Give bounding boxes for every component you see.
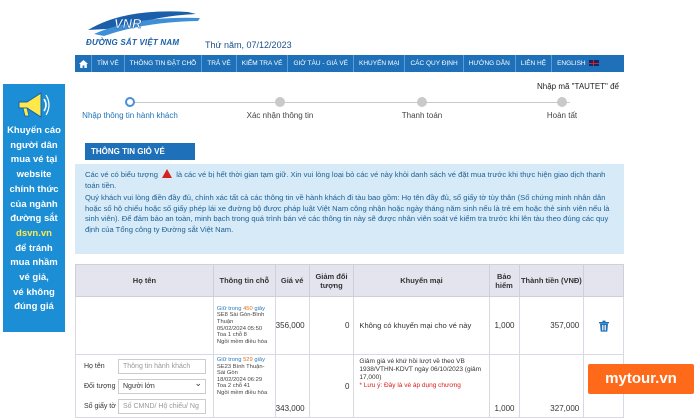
col-header-promo: Khuyến mại [354, 265, 489, 297]
banner-line: đường sắt [10, 213, 58, 225]
notice-text: Các vé có biểu tượng [85, 170, 158, 179]
step-label: Xác nhận thông tin [246, 111, 314, 120]
banner-text [3, 124, 65, 315]
main-navbar [75, 55, 624, 72]
passenger-id-input[interactable]: Số CMND/ Hộ chiếu/ Ng [118, 399, 206, 414]
nav-contact[interactable]: LIÊN HỆ [516, 55, 552, 72]
seat-info [214, 355, 275, 399]
step-complete [507, 95, 617, 120]
step-dot [125, 97, 135, 107]
step-dot [417, 97, 427, 107]
train-route: SE23 Bình Thuận-Sài Gòn [216, 363, 265, 377]
insurance-cell: 1,000 [489, 355, 519, 418]
hold-label: Giữ trong [216, 357, 242, 363]
promo-description: Giảm giá vé khứ hồi lượt về theo VB 1938/VTHN-KDVT ngày 06/10/2023 (giảm 17,000) [359, 358, 482, 381]
type-label: Đối tượng [84, 382, 116, 390]
step-dot [557, 97, 567, 107]
banner-site-name: dsvn.vn [16, 227, 52, 239]
nav-regulations[interactable]: CÁC QUY ĐỊNH [405, 55, 463, 72]
header-date: Thứ năm, 07/12/2023 [205, 40, 292, 50]
vnr-logo[interactable] [84, 6, 204, 48]
step-label: Nhập thông tin hành khách [82, 111, 178, 120]
insurance-cell: 1,000 [489, 297, 519, 355]
table-header-row [76, 265, 624, 297]
notice-passenger-info: Quý khách vui lòng điền đầy đủ, chính xác tất cả các thông tin về hành khách đi tàu bao gồm: Họ tên đầy đủ, số giấy tờ tùy thân (Số chứng minh nhân dân hoặc số hộ chiếu hoặc số giấy phép lái xe đường bộ được pháp luật Việt Nam công nhận hoặc ngày tháng năm sinh nếu là trẻ em hoặc thẻ sinh viên nếu là sinh viên). Để đảm bảo an toàn, minh bạch trong quá trình bán vé các thông tin này sẽ được nhân viên soát vé kiểm tra trước khi lên tàu theo đúng các quy định của Tổng công ty Đường sắt Việt Nam. [85, 193, 610, 234]
banner-line: để tránh [15, 242, 53, 254]
banner-line: vé không [13, 286, 55, 298]
total-cell: 357,000 [519, 297, 584, 355]
delete-cell [584, 297, 624, 355]
total-cell: 327,000 [519, 355, 584, 418]
passenger-type-row [76, 377, 213, 395]
promo-note: * Lưu ý: Đây là vé áp dụng chương [359, 382, 461, 389]
departure-time: 05/02/2024 05:50 [216, 325, 263, 332]
train-logo-icon [84, 6, 204, 40]
banner-line: đúng giá [14, 301, 54, 313]
banner-line: người dân [10, 139, 58, 151]
notice-text: là các vé bị hết thời gian tạm giữ. Xin vui lòng loại bỏ các vé này khỏi danh sách vé đặt mua trước khi thực hiện giao dịch thanh toán tiền. [85, 170, 606, 190]
nav-home[interactable] [75, 55, 92, 72]
step-passenger-info [75, 95, 185, 120]
col-header-seat-info: Thông tin chỗ [213, 265, 275, 297]
booking-steps [75, 95, 624, 125]
col-header-name: Họ tên [76, 265, 214, 297]
step-confirm [225, 95, 335, 120]
col-header-delete [584, 265, 624, 297]
nav-guide[interactable]: HƯỚNG DẪN [464, 55, 516, 72]
discount-cell: 0 [309, 297, 354, 355]
step-label: Hoàn tất [546, 111, 578, 120]
car-seat: Toa 2 chỗ 41 [216, 383, 251, 390]
warning-icon [162, 169, 172, 178]
step-label: Thanh toán [401, 111, 443, 120]
col-header-discount: Giảm đối tượng [309, 265, 354, 297]
mytour-watermark: mytour.vn [588, 364, 694, 394]
seat-type: Ngồi mềm điều hòa [216, 338, 268, 345]
step-payment [367, 95, 477, 120]
table-row [76, 355, 624, 418]
ticket-cart-table [75, 264, 624, 418]
passenger-form-cell [76, 355, 214, 418]
uk-flag-icon [589, 60, 599, 66]
train-route: SE8 Sài Gòn-Bình Thuận [216, 312, 265, 325]
seat-info-cell [213, 355, 275, 418]
logo-text: ĐƯỜNG SẮT VIỆT NAM [86, 38, 180, 47]
nav-check-ticket[interactable]: KIỂM TRA VÉ [237, 55, 289, 72]
hold-unit: giây [254, 357, 265, 363]
banner-line: mua vé tại [10, 154, 58, 166]
steps-line [130, 102, 570, 103]
banner-line: website [16, 169, 52, 181]
hold-unit: giây [254, 305, 265, 312]
col-header-price: Giá vé [275, 265, 309, 297]
nav-booking-info[interactable]: THÔNG TIN ĐẶT CHỖ [125, 55, 203, 72]
passenger-cell-empty [76, 297, 214, 355]
home-icon [79, 60, 88, 68]
notice-expired [85, 169, 614, 191]
hold-timer [217, 357, 272, 364]
table-row [76, 297, 624, 355]
hold-label: Giữ trong [216, 305, 242, 312]
nav-schedule-price[interactable]: GIỜ TÀU - GIÁ VÉ [288, 55, 354, 72]
promo-code-hint[interactable]: Nhập mã "TAUTET" để [537, 82, 619, 91]
passenger-name-input[interactable]: Thông tin hành khách [118, 359, 206, 374]
banner-line: Khuyến cáo [7, 125, 61, 136]
cart-section-title: THÔNG TIN GIỎ VÉ [85, 143, 195, 160]
side-warning-banner[interactable] [3, 84, 65, 332]
nav-find-ticket[interactable]: TÌM VÉ [92, 55, 125, 72]
hold-timer [217, 306, 272, 313]
seat-info-cell [213, 297, 275, 355]
site-header [0, 0, 700, 56]
seat-info [214, 304, 275, 348]
banner-line: mua nhầm [10, 257, 58, 269]
car-seat: Toa 1 chỗ 8 [216, 332, 247, 339]
notice-box [75, 164, 624, 254]
hold-seconds: 529 [243, 357, 253, 363]
passenger-id-row [76, 397, 213, 415]
passenger-name-row [76, 357, 213, 375]
col-header-insurance: Bảo hiểm [489, 265, 519, 297]
departure-time: 18/02/2024 06:29 [216, 376, 263, 383]
promo-cell [354, 355, 489, 418]
col-header-total: Thành tiền (VNĐ) [519, 265, 584, 297]
price-cell: 356,000 [275, 297, 309, 355]
price-cell: 343,000 [275, 355, 309, 418]
promo-cell: Không có khuyến mại cho vé này [354, 297, 489, 355]
passenger-type-select[interactable]: Người lớn ⌄ [118, 379, 206, 394]
id-label: Số giấy tờ [84, 402, 116, 410]
nav-english-label: ENGLISH [557, 60, 586, 67]
discount-cell: 0 [309, 355, 354, 418]
seat-type: Ngồi mềm điều hòa [216, 389, 268, 396]
banner-line: của ngành [10, 198, 58, 210]
megaphone-icon [15, 88, 51, 122]
svg-text:VNR: VNR [114, 16, 142, 31]
trash-icon[interactable] [598, 320, 610, 332]
step-dot [275, 97, 285, 107]
nav-promotions[interactable]: KHUYẾN MẠI [354, 55, 405, 72]
banner-line: chính thức [9, 183, 59, 195]
name-label: Họ tên [84, 362, 105, 370]
nav-english[interactable] [552, 55, 604, 72]
nav-return-ticket[interactable]: TRẢ VÉ [202, 55, 236, 72]
hold-seconds: 450 [243, 305, 253, 312]
banner-line: vé giả, [19, 272, 49, 284]
